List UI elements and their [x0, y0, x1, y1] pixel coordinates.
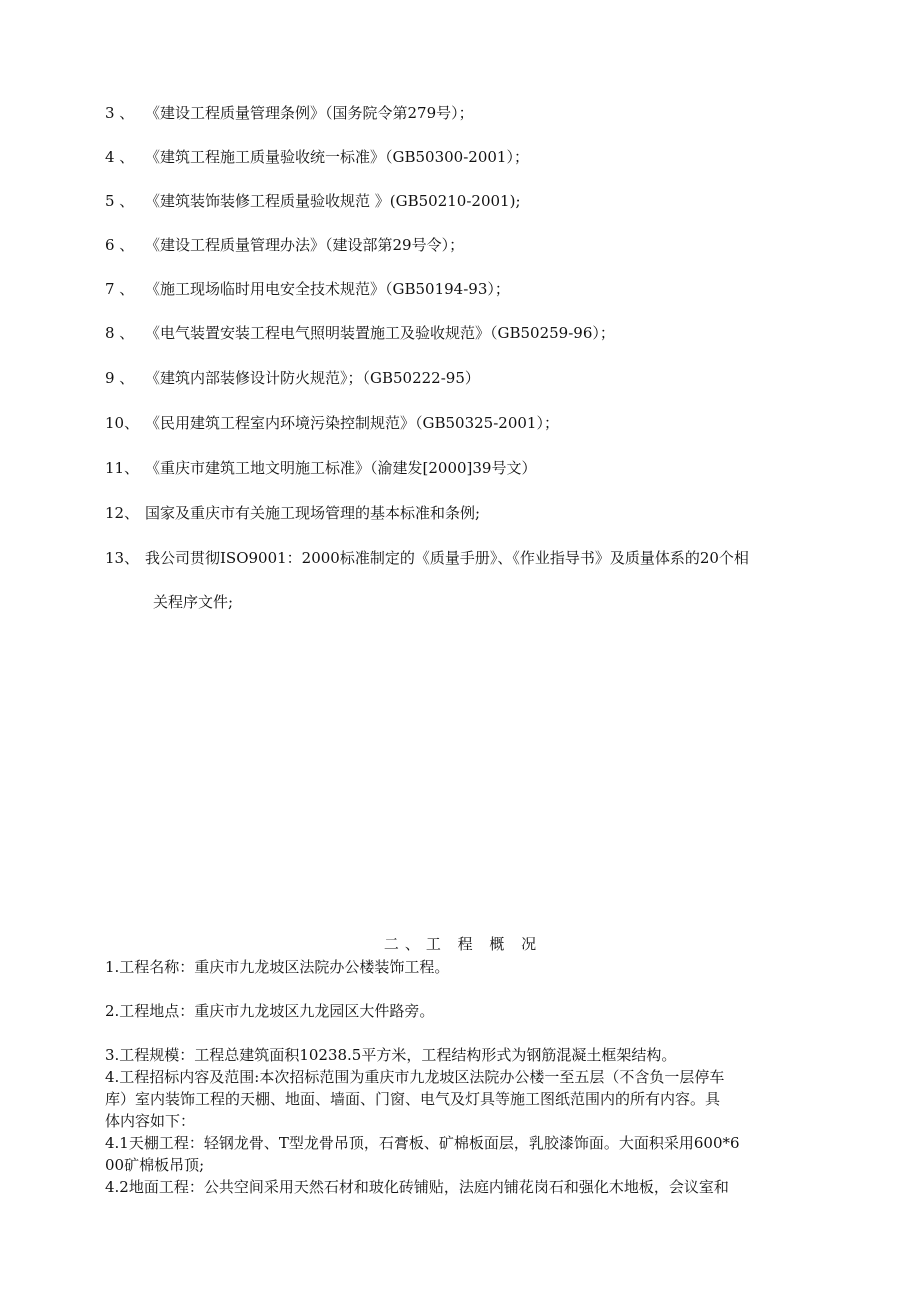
reference-text: 《施工现场临时用电安全技术规范》（GB50194-93）； — [145, 280, 510, 298]
reference-text: 《建筑装饰装修工程质量验收规范 》(GB50210-2001); — [145, 192, 521, 210]
reference-text: 《建筑内部装修设计防火规范》；（GB50222-95） — [145, 369, 480, 387]
overview-line: 00矿棉板吊顶; — [105, 1156, 205, 1174]
reference-text: 《电气装置安装工程电气照明装置施工及验收规范》（GB50259-96）； — [145, 324, 615, 342]
reference-item — [105, 279, 510, 299]
reference-item — [105, 503, 480, 523]
reference-item — [105, 235, 464, 255]
reference-item — [105, 548, 749, 568]
reference-item — [105, 323, 615, 343]
reference-item — [105, 458, 536, 478]
reference-text: 《建筑工程施工质量验收统一标准》（GB50300-2001）； — [145, 148, 529, 166]
reference-number: 6 、 — [105, 236, 135, 254]
reference-text: 《重庆市建筑工地文明施工标准》（渝建发[2000]39号文） — [145, 459, 537, 477]
reference-text: 《建设工程质量管理条例》（国务院令第279号）； — [145, 104, 474, 122]
overview-line: 体内容如下： — [105, 1112, 196, 1130]
reference-number: 3 、 — [105, 104, 135, 122]
reference-text: 《民用建筑工程室内环境污染控制规范》（GB50325-2001）； — [145, 414, 559, 432]
overview-line: 4.1天棚工程：轻钢龙骨、T型龙骨吊顶，石膏板、矿棉板面层，乳胶漆饰面。大面积采用600*6 — [105, 1134, 740, 1152]
reference-text: 国家及重庆市有关施工现场管理的基本标准和条例; — [145, 504, 481, 522]
overview-line: 3.工程规模：工程总建筑面积10238.5平方米，工程结构形式为钢筋混凝土框架结构。 — [105, 1046, 677, 1064]
reference-text: 《建设工程质量管理办法》（建设部第29号令）； — [145, 236, 465, 254]
overview-line: 1.工程名称：重庆市九龙坡区法院办公楼装饰工程。 — [105, 958, 450, 976]
reference-item — [105, 147, 529, 167]
reference-item — [105, 368, 480, 388]
reference-number: 8 、 — [105, 324, 135, 342]
overview-line: 2.工程地点：重庆市九龙坡区九龙园区大件路旁。 — [105, 1002, 435, 1020]
overview-line: 库）室内装饰工程的天棚、地面、墙面、门窗、电气及灯具等施工图纸范围内的所有内容。具 — [105, 1090, 721, 1108]
section-title: 二、工 程 概 况 — [383, 935, 543, 953]
reference-number: 4 、 — [105, 148, 135, 166]
reference-number: 13、 — [105, 549, 140, 567]
reference-item — [105, 191, 521, 211]
reference-number: 11、 — [105, 459, 140, 477]
reference-text: 我公司贯彻ISO9001：2000标准制定的《质量手册》、《作业指导书》及质量体系的20个相 — [145, 549, 749, 567]
reference-number: 10、 — [105, 414, 140, 432]
reference-number: 7 、 — [105, 280, 135, 298]
overview-line: 4.2地面工程：公共空间采用天然石材和玻化砖铺贴，法庭内铺花岗石和强化木地板，会议室和 — [105, 1178, 729, 1196]
reference-item — [105, 413, 559, 433]
reference-number: 5 、 — [105, 192, 135, 210]
reference-continuation: 关程序文件; — [153, 593, 234, 611]
overview-line: 4.工程招标内容及范围:本次招标范围为重庆市九龙坡区法院办公楼一至五层（不含负一层停车 — [105, 1068, 725, 1086]
reference-number: 9 、 — [105, 369, 135, 387]
reference-number: 12、 — [105, 504, 140, 522]
reference-item — [105, 103, 474, 123]
